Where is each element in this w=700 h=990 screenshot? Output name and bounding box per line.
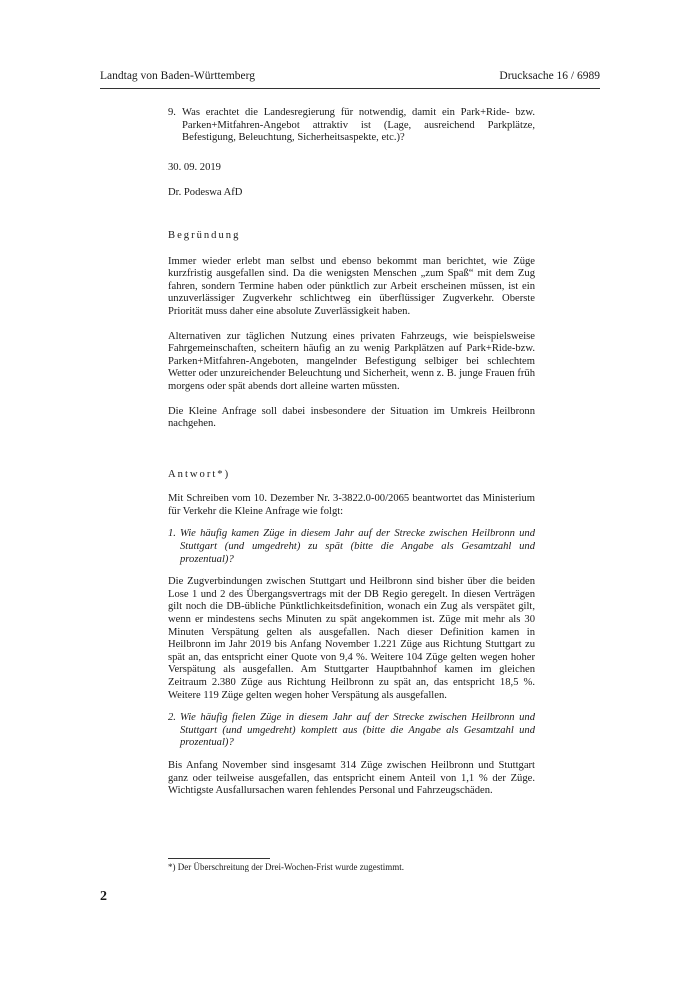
answer-1: Die Zugverbindungen zwischen Stuttgart und Heilbronn sind bisher über die beiden Lose 1 und 2 des Übergangsvertrags mit der DB Regio geregelt. In diesen Verträgen gilt noch die DB-übliche Pünktlichkeitsdefinition, wonach ein Zug als verspätet gilt, wenn er mindestens sechs Minuten zu spät angekommen ist. Züge mit mehr als 30 Minuten Verspätung gelten als ausgefallen. Nach dieser Definition kamen in Heilbronn im Jahr 2019 bis Anfang November 1.221 Züge aus Richtung Stuttgart zu spät an, das entspricht einer Quote von 9,4 %. Weitere 104 Züge gelten wegen hoher Verspätung als ausgefallen. Am Stuttgarter Hauptbahnhof kamen im gleichen Zeitraum 2.380 Züge aus Richtung Heilbronn zu spät an, das entspricht 18,5 %. Weitere 119 Züge gelten wegen hoher Verspätung als ausgefallen. bbox=[168, 576, 535, 701]
header-rule bbox=[100, 88, 600, 89]
question-1 bbox=[168, 528, 535, 566]
question-9-number: 9. bbox=[168, 107, 176, 118]
begruendung-heading: Begründung bbox=[168, 229, 241, 241]
question-9-text: Was erachtet die Landesregierung für notwendig, damit ein Park+Ride- bzw. Parken+Mitfahren-Angebot attraktiv ist (Lage, ausreichend Parkplätze, Befestigung, Beleuchtung, Sicherheitsaspekte, etc.)? bbox=[182, 107, 535, 144]
footnote-rule bbox=[168, 858, 270, 859]
header-parliament: Landtag von Baden-Württemberg bbox=[100, 70, 255, 82]
date: 30. 09. 2019 bbox=[168, 161, 221, 173]
question-2 bbox=[168, 712, 535, 750]
footnote: *) Der Überschreitung der Drei-Wochen-Frist wurde zugestimmt. bbox=[168, 862, 404, 872]
header-document-number: Drucksache 16 / 6989 bbox=[499, 70, 600, 82]
question-1-text: Wie häufig kamen Züge in diesem Jahr auf der Strecke zwischen Heilbronn und Stuttgart (und umgedreht) zu spät (bitte die Angabe als Gesamtzahl und prozentual)? bbox=[180, 528, 535, 565]
page-content bbox=[168, 107, 535, 798]
begruendung-paragraph-3: Die Kleine Anfrage soll dabei insbesondere der Situation im Umkreis Heilbronn nachgehen. bbox=[168, 405, 535, 430]
page-number: 2 bbox=[100, 889, 107, 904]
question-1-number: 1. bbox=[168, 528, 176, 540]
begruendung-paragraph-1: Immer wieder erlebt man selbst und ebenso bekommt man berichtet, wie Züge kurzfristig ausgefallen sind. Da die wenigsten Menschen „zum Spaß“ mit dem Zug fahren, sondern Termine haben oder pünktlich zur Arbeit erscheinen müssen, ist ein unzuverlässiger Zugverkehr schlichtweg ein überflüssiger Zugverkehr. Oberste Priorität muss daher eine absolute Zuverlässigkeit haben. bbox=[168, 255, 535, 317]
author: Dr. Podeswa AfD bbox=[168, 187, 243, 199]
question-9 bbox=[168, 107, 535, 145]
begruendung-paragraph-2: Alternativen zur täglichen Nutzung eines privaten Fahrzeugs, wie beispielsweise Fahrgemeinschaften, scheitern häufig an zu wenig Parkplätzen auf Park+Ride-bzw. Parken+Mitfahren-Angeboten, mangelnder Befestigung selbiger bei schlechtem Wetter oder unzureichender Beleuchtung und Sicherheit, wenn z. B. junge Frauen früh morgens oder spät abends dort alleine warten müssten. bbox=[168, 330, 535, 392]
antwort-intro: Mit Schreiben vom 10. Dezember Nr. 3-3822.0-00/2065 beantwortet das Ministerium für Verkehr die Kleine Anfrage wie folgt: bbox=[168, 493, 535, 517]
question-2-number: 2. bbox=[168, 712, 176, 724]
antwort-heading: Antwort*) bbox=[168, 468, 231, 480]
answer-2: Bis Anfang November sind insgesamt 314 Züge zwischen Heilbronn und Stuttgart ganz oder teilweise ausgefallen, das entspricht einem Anteil von 1,1 % der Züge. Wichtigste Ausfallursachen waren fehlendes Personal und Fahrzeugschäden. bbox=[168, 759, 535, 797]
question-2-text: Wie häufig fielen Züge in diesem Jahr auf der Strecke zwischen Heilbronn und Stuttgart (und umgedreht) komplett aus (bitte die Angabe als Gesamtzahl und prozentual)? bbox=[180, 712, 535, 749]
